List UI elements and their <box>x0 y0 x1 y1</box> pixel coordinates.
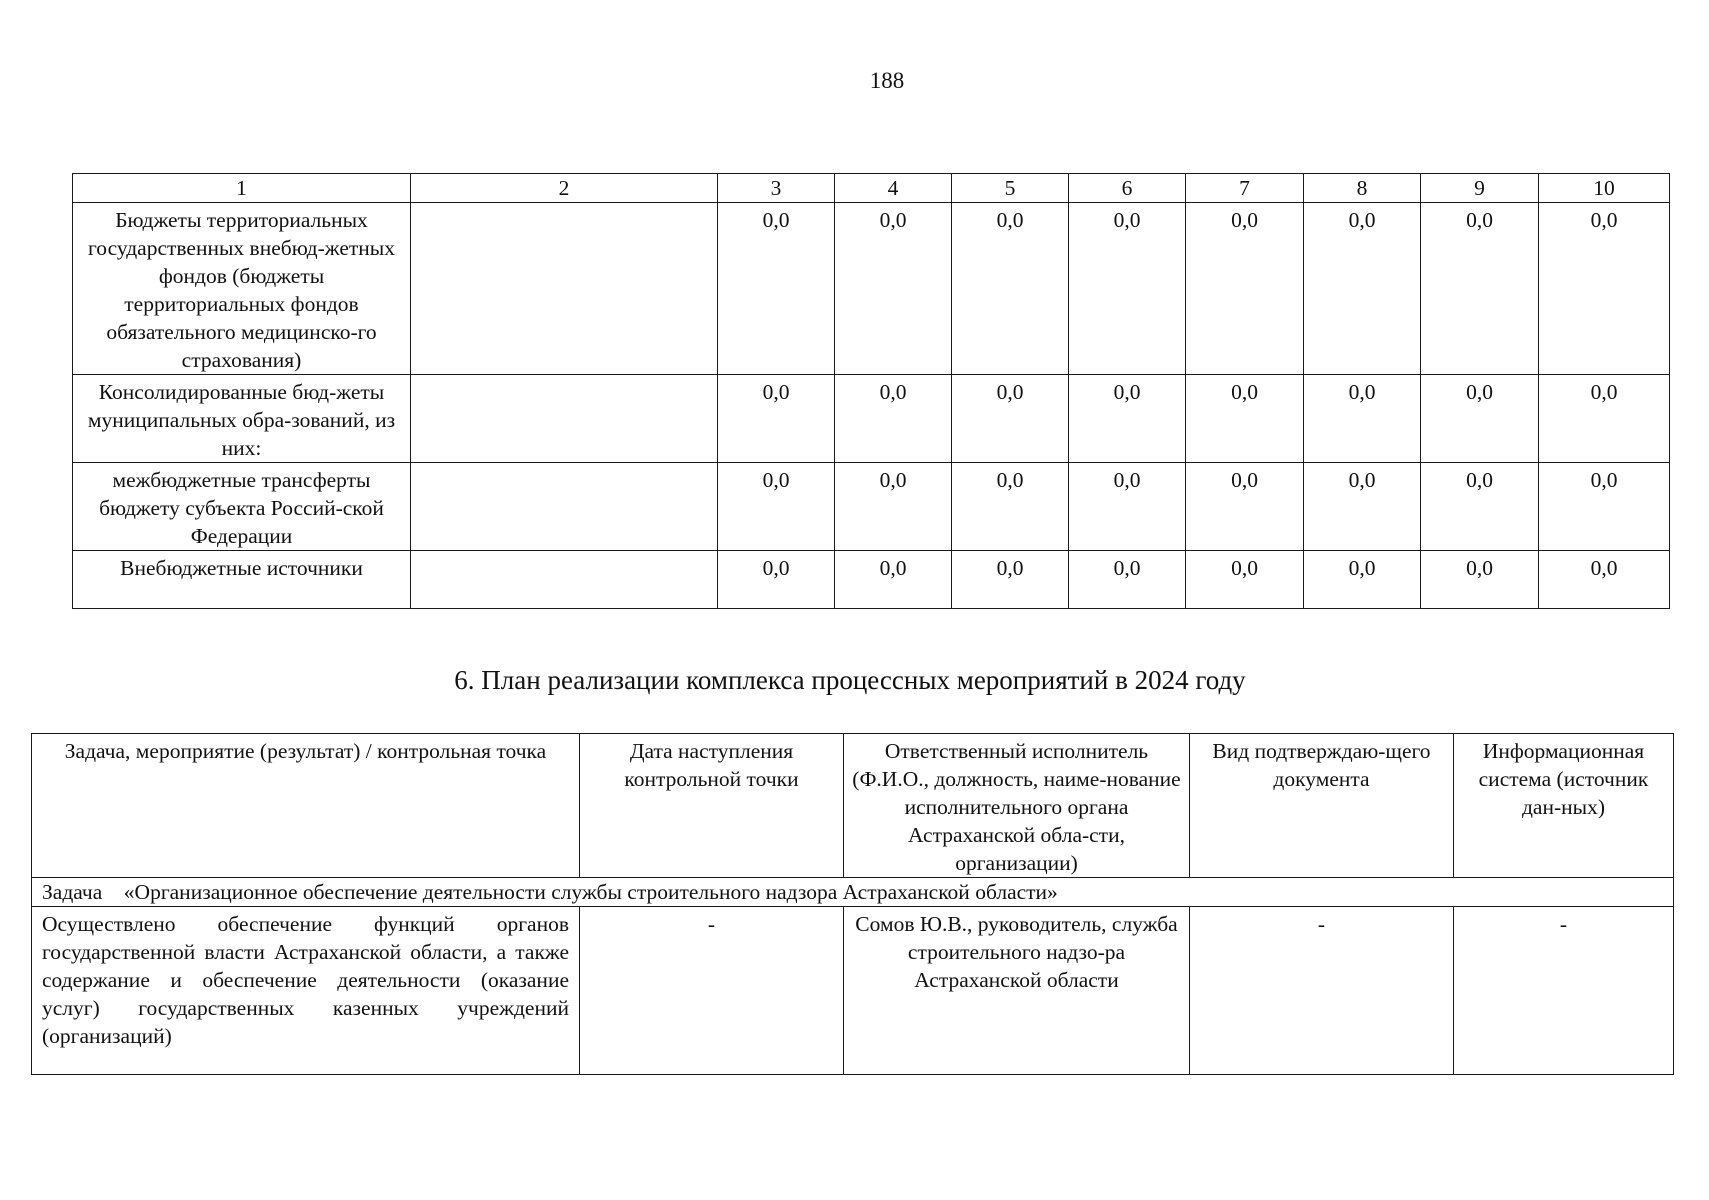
funding-value-cell: 0,0 <box>1304 203 1421 375</box>
task-row <box>32 878 1674 907</box>
funding-col2-cell <box>411 375 718 463</box>
plan-header-date: Дата наступления контрольной точки <box>580 734 844 878</box>
funding-value-cell: 0,0 <box>1186 203 1304 375</box>
funding-header-cell: 8 <box>1304 174 1421 203</box>
table-row <box>73 375 1670 463</box>
funding-value-cell: 0,0 <box>1304 551 1421 609</box>
funding-col2-cell <box>411 203 718 375</box>
plan-header-row <box>32 734 1674 878</box>
funding-value-cell: 0,0 <box>1421 375 1539 463</box>
funding-value-cell: 0,0 <box>1539 203 1670 375</box>
funding-value-cell: 0,0 <box>718 551 835 609</box>
funding-col2-cell <box>411 551 718 609</box>
funding-value-cell: 0,0 <box>835 203 952 375</box>
funding-source-label: межбюджетные трансферты бюджету субъекта Россий-ской Федерации <box>73 463 411 551</box>
table-row <box>32 907 1674 1075</box>
funding-header-cell: 9 <box>1421 174 1539 203</box>
funding-value-cell: 0,0 <box>1069 375 1186 463</box>
funding-value-cell: 0,0 <box>835 551 952 609</box>
funding-value-cell: 0,0 <box>1539 463 1670 551</box>
task-label: Задача <box>42 880 103 904</box>
funding-value-cell: 0,0 <box>1539 551 1670 609</box>
funding-value-cell: 0,0 <box>1304 463 1421 551</box>
event-date: - <box>580 907 844 1075</box>
funding-value-cell: 0,0 <box>835 375 952 463</box>
event-description: Осуществлено обеспечение функций органов государственной власти Астраханской области, а также содержание и обеспечение деятельности (оказание услуг) государственных казенных учреждений (организаций) <box>32 907 580 1075</box>
plan-header-executor: Ответственный исполнитель (Ф.И.О., должность, наиме-нование исполнительного органа Астраханской обла-сти, организации) <box>844 734 1190 878</box>
task-text: «Организационное обеспечение деятельности службы строительного надзора Астраханской области» <box>123 880 1058 904</box>
funding-header-cell: 6 <box>1069 174 1186 203</box>
plan-header-document: Вид подтверждаю-щего документа <box>1190 734 1454 878</box>
event-document: - <box>1190 907 1454 1075</box>
funding-value-cell: 0,0 <box>718 463 835 551</box>
table-row <box>73 551 1670 609</box>
funding-value-cell: 0,0 <box>1069 551 1186 609</box>
funding-value-cell: 0,0 <box>718 375 835 463</box>
event-info-system: - <box>1454 907 1674 1075</box>
event-executor: Сомов Ю.В., руководитель, служба строительного надзо-ра Астраханской области <box>844 907 1190 1075</box>
funding-header-cell: 4 <box>835 174 952 203</box>
funding-value-cell: 0,0 <box>1186 375 1304 463</box>
funding-value-cell: 0,0 <box>952 375 1069 463</box>
funding-value-cell: 0,0 <box>952 203 1069 375</box>
funding-value-cell: 0,0 <box>952 551 1069 609</box>
funding-header-cell: 5 <box>952 174 1069 203</box>
funding-header-cell: 1 <box>73 174 411 203</box>
funding-value-cell: 0,0 <box>1186 463 1304 551</box>
section-title: 6. План реализации комплекса процессных мероприятий в 2024 году <box>454 665 1246 695</box>
funding-value-cell: 0,0 <box>1186 551 1304 609</box>
table-row <box>73 463 1670 551</box>
funding-table <box>72 173 1670 609</box>
page-number: 188 <box>869 68 905 93</box>
funding-value-cell: 0,0 <box>835 463 952 551</box>
funding-header-cell: 7 <box>1186 174 1304 203</box>
funding-value-cell: 0,0 <box>1539 375 1670 463</box>
funding-source-label: Внебюджетные источники <box>73 551 411 609</box>
funding-col2-cell <box>411 463 718 551</box>
funding-header-cell: 10 <box>1539 174 1670 203</box>
funding-value-cell: 0,0 <box>1069 463 1186 551</box>
plan-header-task: Задача, мероприятие (результат) / контрольная точка <box>32 734 580 878</box>
plan-table <box>31 733 1674 1075</box>
funding-value-cell: 0,0 <box>1304 375 1421 463</box>
plan-header-info-system: Информационная система (источник дан-ных) <box>1454 734 1674 878</box>
funding-value-cell: 0,0 <box>1421 551 1539 609</box>
funding-source-label: Консолидированные бюд-жеты муниципальных обра-зований, из них: <box>73 375 411 463</box>
task-cell <box>32 878 1674 907</box>
funding-header-cell: 3 <box>718 174 835 203</box>
funding-value-cell: 0,0 <box>1069 203 1186 375</box>
table-row <box>73 203 1670 375</box>
funding-source-label: Бюджеты территориальных государственных внебюд-жетных фондов (бюджеты территориальных фондов обязательного медицинско-го страхования) <box>73 203 411 375</box>
funding-value-cell: 0,0 <box>1421 203 1539 375</box>
funding-value-cell: 0,0 <box>1421 463 1539 551</box>
funding-header-cell: 2 <box>411 174 718 203</box>
funding-value-cell: 0,0 <box>952 463 1069 551</box>
funding-header-row <box>73 174 1670 203</box>
funding-value-cell: 0,0 <box>718 203 835 375</box>
